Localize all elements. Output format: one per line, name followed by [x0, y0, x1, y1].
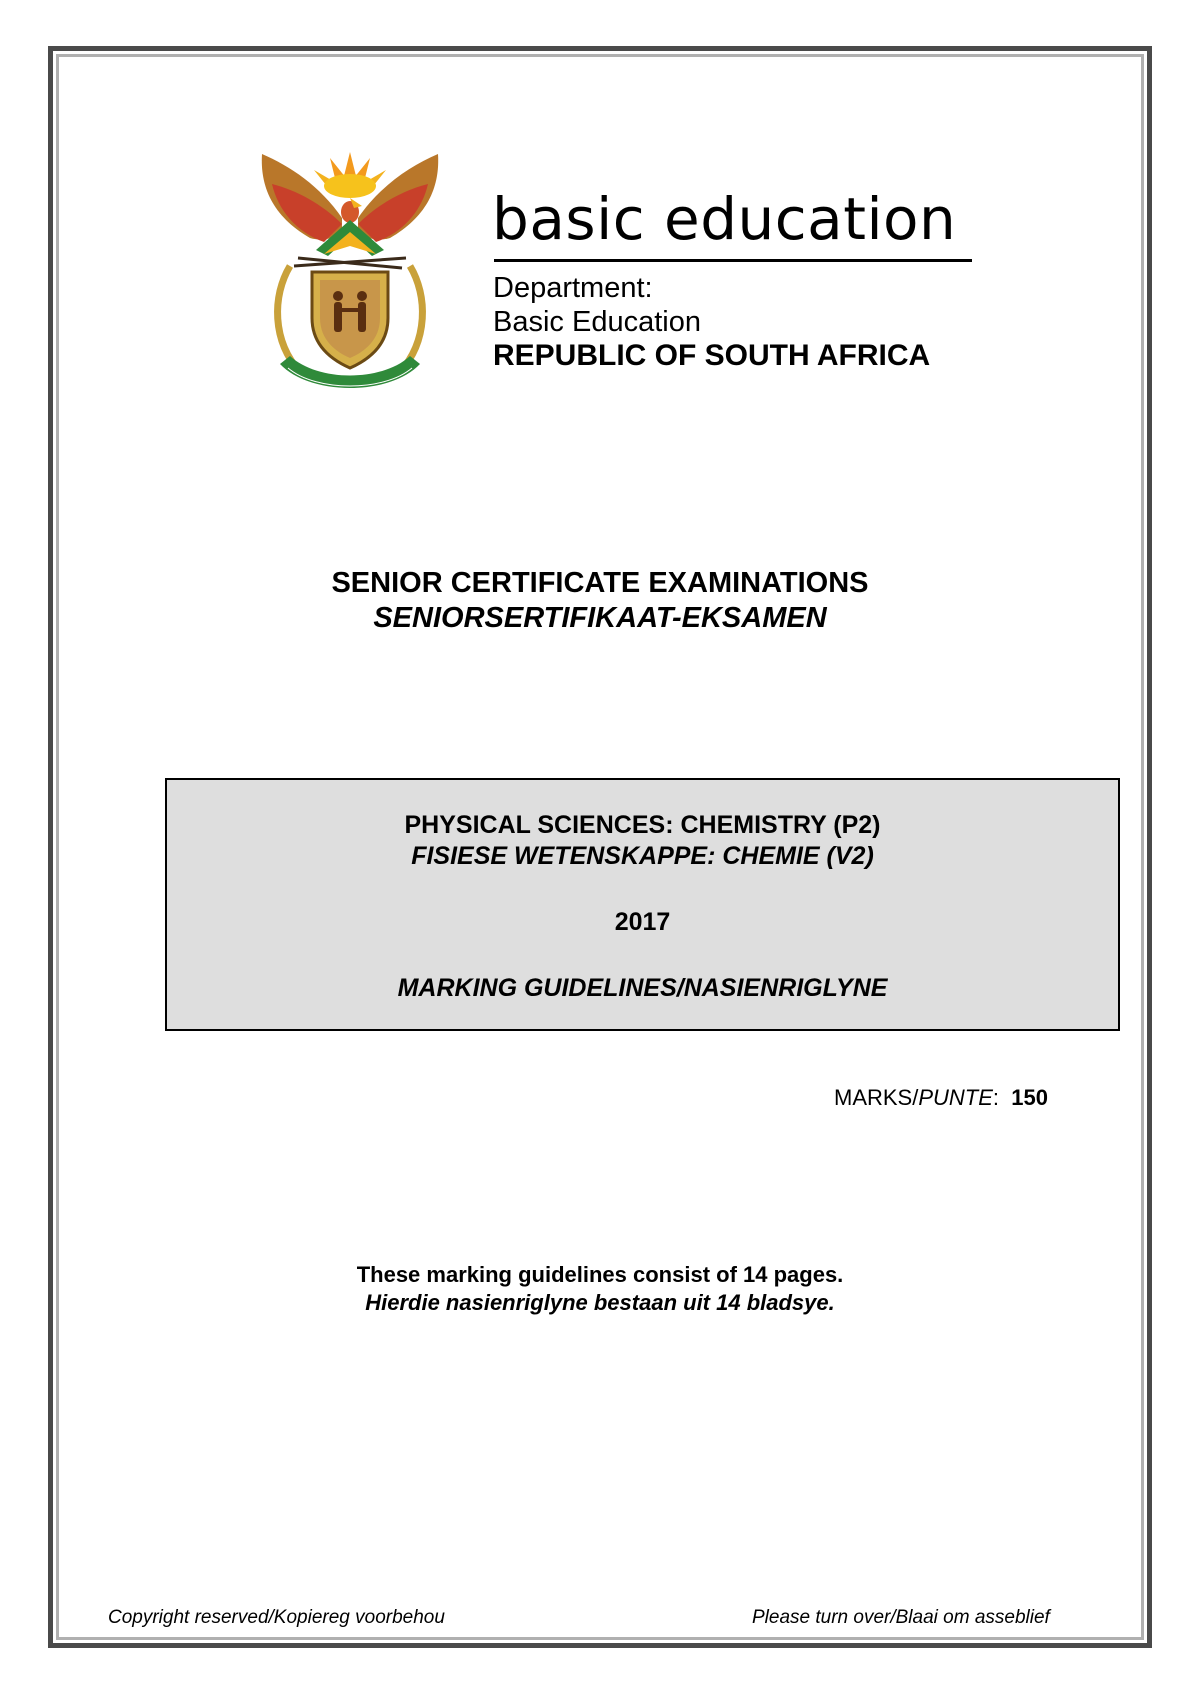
subject-english: PHYSICAL SCIENCES: CHEMISTRY (P2) — [404, 811, 881, 839]
subject-afrikaans: FISIESE WETENSKAPPE: CHEMIE (V2) — [411, 842, 874, 870]
footer-turn-over: Please turn over/Blaai om asseblief — [752, 1607, 1050, 1628]
exam-title-afrikaans: SENIORSERTIFIKAAT-EKSAMEN — [373, 602, 827, 634]
marks-total — [834, 1084, 1048, 1112]
exam-title-english: SENIOR CERTIFICATE EXAMINATIONS — [331, 567, 869, 599]
document-type: MARKING GUIDELINES/NASIENRIGLYNE — [397, 974, 888, 1002]
brand-name: basic education — [492, 185, 957, 253]
country-name: REPUBLIC OF SOUTH AFRICA — [493, 339, 931, 372]
exam-year: 2017 — [614, 908, 671, 936]
sun-icon — [314, 152, 386, 198]
page-count-english: These marking guidelines consist of 14 pages. — [356, 1262, 844, 1287]
page-count-afrikaans: Hierdie nasienriglyne bestaan uit 14 bladsye. — [365, 1290, 835, 1315]
marks-label-afrikaans: PUNTE — [918, 1085, 993, 1110]
marks-label-english: MARKS/ — [834, 1085, 919, 1110]
brand-underline — [494, 259, 972, 262]
department-name: Basic Education — [493, 306, 701, 338]
marks-value: 150 — [1011, 1085, 1048, 1110]
department-label: Department: — [493, 272, 653, 304]
subject-box — [165, 778, 1120, 1031]
footer-copyright: Copyright reserved/Kopiereg voorbehou — [108, 1607, 445, 1628]
marks-separator: : — [992, 1085, 1012, 1110]
coat-of-arms-logo — [250, 146, 450, 396]
